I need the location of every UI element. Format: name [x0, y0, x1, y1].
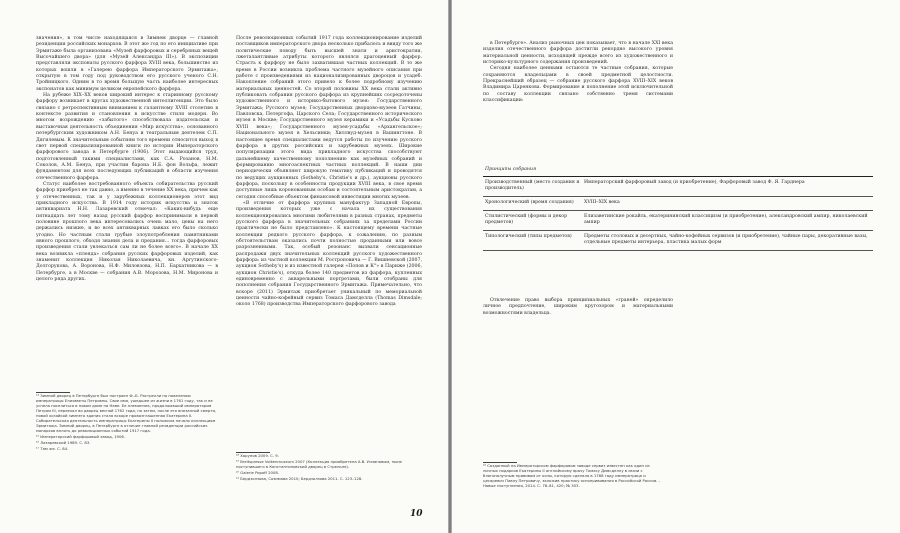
table-cell-description: XVIII–XIX века — [582, 197, 873, 211]
paragraph: в Петербурге». Анализ рыночных цен показывает, что в начале XXI века изделия отечественного фарфора достигли рекордно высокого уровня материальной ценности, исходящей прежде всего из художественного и историко-культурного содержания произведений. — [483, 41, 673, 66]
footnote: ¹⁶ Лазаревский 1989. С. 83. — [36, 439, 91, 445]
right-footnotes — [483, 462, 661, 490]
table-cell-description: Предметы столовых и десертных, чайно-кофейных сервизов (и приобретение), чайные пары, декоративные вазы, отдельные предметы интерьера, пластика малых форм — [582, 231, 873, 251]
page-number: 10 — [410, 509, 423, 519]
left-column-2-footnotes — [236, 452, 422, 483]
left-page — [0, 0, 448, 533]
table-cell-description: Елизаветинские рокайль, екатерининский классицизм (и приобретение), александровский ампир, николаевский ампир — [582, 211, 873, 231]
table-row — [483, 197, 873, 211]
paragraph: «В отличие от фарфора крупных мануфактур Западной Европы, произведения которых уже с начала их существования коллекционировались многими любителями в разных странах, предметы русского фарфора в значительных собраниях за пределами России практически не было представлено». К настоящему времени частные коллекции редкого русского фарфора, к сожалению, по разным обстоятельствам оказались почти полностью проданными или вовсе разрозненными. Так, особый резонанс вызвали сенсационные распродажи двух значительных коллекций русского художественного фарфора: из частной коллекции М. Ростроповича — Г. Вишневской (2007, аукцион Sotheby's) и из известной галереи «Попов и К°» в Париже (2006, аукцион Christie's), откуда более 140 предметов из фарфора, купленных единовременно с акварельными портретами, были отобраны для пополнения собрания Государственного Эрмитажа. Примечательно, что вскоре (2011) Эрмитаж приобретает уникальный по мемориальной ценности чайно-кофейный сервиз Томаса Дамсделла (Thomas Dimsdale; около 1768) производства Императорского фарфорового завода — [236, 200, 422, 308]
footnote: ¹⁴ Зимний дворец в Петербурге был построен Ф.-Б. Растрелли по повелению императрицы Елизаветы Петровны. Свое имя, ушедшее из жизни в 1761 году, так и не успела поселиться в новом доме на Неве. Ее племянник, продолжавший императором Петром III, переехал во дворец весной 1762 года, но затем, после его внезапной смерти, новой хозяйкой зимнего здания стала вскоре провозглашенная Екатерина II. Собирательская деятельность императрицы Екатерины II положила начало коллекциям Эрмитажа. Зимний дворец, в Петербурге в отличие главной резиденции российских монархов вплоть до революционных событий 1917 года. — [36, 393, 217, 433]
table-header-row — [483, 164, 873, 177]
table-row — [483, 211, 873, 231]
table-row — [483, 177, 873, 197]
table-header: Принципы собрания — [483, 164, 873, 177]
paragraph: Статус наиболее востребованного объекта собирательства русский фарфор приобрел не так давно, а именно в течение XX века, причем как у отечественных, так и у зарубежных коллекционеров этот вид прикладного искусства. В 1914 году историк искусства и знаток антиквариата Н.Н. Лазаревский отмечал: «Каких-нибудь еще пятнадцать лет тому назад русский фарфор воспринимали в первой половине прошлого века интересовались очень мало, цены на него держались низкие, и во всех антикварных лавках его было сколько угодно. Но частным стали грубые злоупотребления памятниками явного прошлого, обходя знания дела и предания... тогда фарфоровых произведения стали увлекаться сам ли не более всего». В начале XX века возникла «плеяда» собрания русских фарфоровых изделий, как знаменит коллекция Николая Николаевича, кн. Аргутинского-Долгорукова, А. Воронова, Н.Ф. Миловзова, Н.П. Бархатникова — в Петербурге, а в Москве — собрания А.В. Морозова, Н.М. Мироновa и целого ряда других. — [36, 181, 218, 283]
table-row — [483, 231, 873, 251]
table-cell-principle: Хронологический (время создания) — [483, 197, 582, 211]
right-page — [452, 0, 900, 533]
footnote: ¹⁵ Императорский фарфоровый завод, 1906. — [36, 433, 125, 439]
table-cell-principle: Типологический (типы предметов) — [483, 231, 582, 251]
table-cell-description: Императорский фарфоровый завод (и приобретение), Фарфоровый завод Ф. Я. Гарднера — [582, 177, 873, 197]
right-after-table-text — [483, 298, 673, 317]
footnote: ¹⁷ Там же. С. 84. — [36, 445, 69, 451]
left-column-1-footnotes — [36, 392, 218, 453]
footnote: ²⁰ Galerie Popoff 2008. — [236, 470, 279, 476]
left-column-2 — [236, 36, 422, 309]
collection-principles-table — [483, 164, 873, 251]
paragraph: На рубеже XIX–XX веков широкий интерес к старинному русскому фарфору возникает в кругах художественной интеллигенции. Это было связано с ретроспективным вниманием к галантному XVIII столетию в контексте развития и становления в искусстве стиля модерн. Во многом возрождению «забытого» способствовала издательская и выставочная деятельность объединения «Мир искусства», основанного петербургским художником А.Н. Бенуа и театральным деятелем С.П. Дягилевым. К значительным событиям того времени относится выход в свет первой специализированной книги по истории Императорского фарфорового завода в Петербурге (1906). Этот выдающийся труд, подготовленный такими специалистами, как С.А. Розанов, Н.М. Соколов, А.М. Бенуа, при участии барона Н.Б. фон Вольфа, лежит фундаментом для всех последующих публикаций в области изучения отечественного фарфора. — [36, 93, 218, 181]
paragraph: Сегодня наиболее ценными остаются те частные собрания, которые сохраняются владельцами в своей предметной целостности. Прекраснейший образец — собрание русского фарфора XVIII–XIX веков Владимира Царенкова. Формирование и пополнение этой исключительной по составу коллекции связано собственно тремя системами классификации: — [483, 66, 673, 104]
table-cell-principle: Стилистический (формы и декор предметов) — [483, 211, 582, 231]
footnote: ²¹ Бердзолзова, Созимова 2010; Бердзолзова 2011. С. 123–128. — [236, 476, 363, 482]
paragraph: значения», в том числе находящаяся в Зимнем дворце — главной резиденции российских монархов. В этот же год по его инициативе при Эрмитаже была организована «Музей фарфоровых и серебряных вещей Высочайшего двора» (для «Музей Александра III»). В экспозиции представляли экспонаты русского фарфора XVIII века, большинство из которых вошли в «Галерею фарфора Императорского Эрмитажа», открытую в том году под руководством его русского ученого С.Н. Тройницкого. Одним в то время большую часть наиболее интересных экспонатов как минимум целиком европейского фарфора. — [36, 36, 218, 92]
paragraph: Отвлечение право выбора принципиальных «граней» определило личное предпочтение, широким кругозором и материальными возможностями владельца. — [483, 298, 673, 316]
paragraph: После революционных событий 1917 года коллекционирование изделий поставщиков императорского двора несколько прибалось и ввиду того же политические поводу быть высшей знати и аристократии, лжеталантливые атрибуты которого являлся драгоценный фарфор. Страсть к фарфору не было захватившая частных коллекций. В то же время в России возникла проблема частного музейного описания при работе с произведениями из национализированных двороцов и усадеб. Накопление собраний этого привело к более подробному изучению материальных ценностей. Со второй половины XX века стали активно публиковать собрания русского фарфора из крупнейших сосредоточены художественного и историко-бытового музея: Государственного Эрмитажа; Русского музея; Государственных дворцово-музеев Гатчины, Павловска, Петергофа, Царского Села; Государственного исторического музея в Москве; Государственного музея керамики и «Усадьбы Кусково XVIII века»; Государственного музея-усадьбы «Архангельское»; Национального музея в Хельсинки; Хиллвуд-музея в Вашингтоне. В настоящее время специалистами ведутся работы по изучению русского фарфора в других российских и зарубежных музеях. Широкие популяризации этого вида прикладного искусства способствуют дальнейшему качественному пополнению как музейных собраний и формированию многоаспектных частных коллекций. В наши дни периодически объявляют широкую тематику публикаций и проводятся по ведущих аукционных (Sotheby's, Christie's и др.), аукционы русского фарфора, поскольку в особенности продукции XVIII века, в свое время доступные лишь коронованным особам и состоятельным аристократам, а сегодня способные объектом финансовой инвестиции многих музеев. — [236, 36, 422, 200]
left-column-1 — [36, 36, 218, 283]
footnote: ¹⁹ Breitspresse Volkenmuseum 2007 (Коллекция приобретена А.В. Усмановым, ныне поступившего в Константиновский дворец в Стрельне). — [236, 459, 402, 470]
table-cell-principle: Производственный (место создания и производитель) — [483, 177, 582, 197]
footnote: ¹⁸ Хорунов 2009. С. 9. — [236, 453, 279, 459]
footnote: ²² Созданный на Императорском фарфоровом заводе сервиз известен как один из личных подарков Екатерины II английскому врачу Томасу Димсделлу в связи с благополучным прививом от оспы, которую сделала в 1768 году императрица и цесаревич Павлу Петровичу, заложив практику оспопрививания в Российской России. - Новые поступления, 2014. С. 78–81, 420; № 303. — [483, 463, 660, 488]
right-intro-text — [483, 41, 673, 104]
